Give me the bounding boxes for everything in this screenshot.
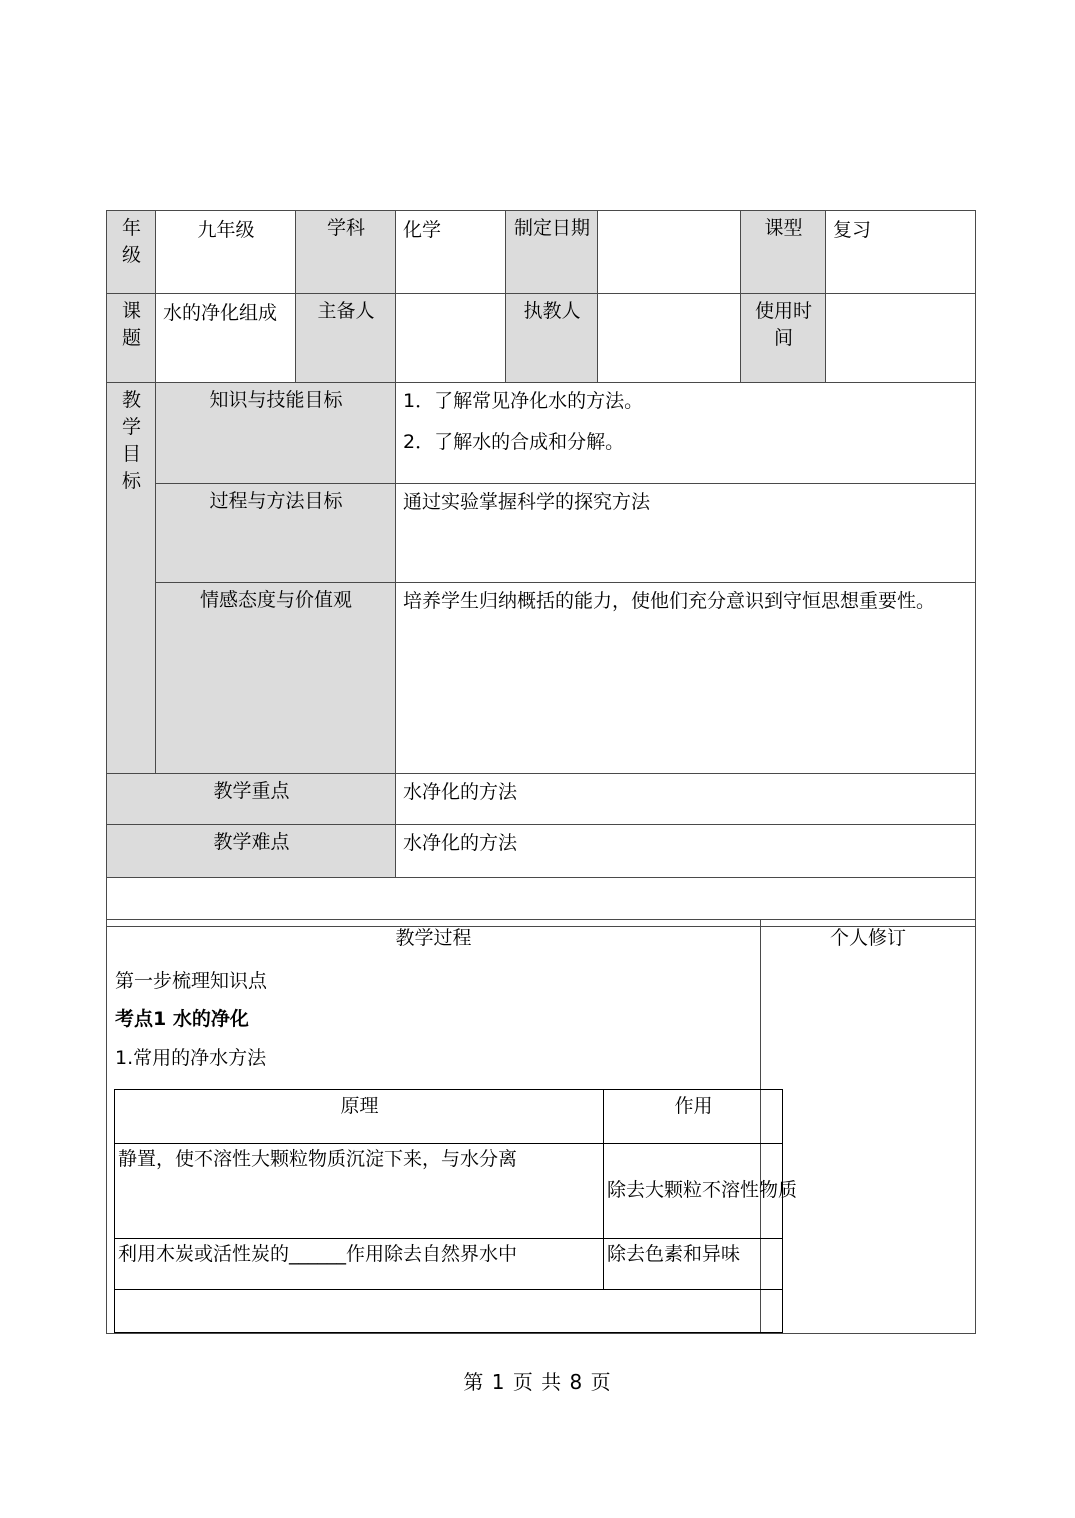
- teaching-process-cell: [107, 920, 798, 1334]
- difficult-point-label: 教学难点: [107, 825, 396, 878]
- process-line-keypoint1: 考点1 水的净化: [115, 1008, 249, 1031]
- table-row: [107, 920, 976, 1334]
- effect-cell-2[interactable]: 除去色素和异味: [604, 1238, 783, 1289]
- principle-cell-2[interactable]: 利用木炭或活性炭的______作用除去自然界水中: [115, 1238, 604, 1289]
- personal-notes-body[interactable]: [761, 955, 975, 1285]
- grade-label: 年级: [107, 211, 156, 294]
- page-footer: 第 1 页 共 8 页: [463, 1370, 612, 1394]
- objectives-group-label: 教学目标: [107, 383, 156, 774]
- objective-line: 1．了解常见净化水的方法。: [403, 390, 644, 412]
- table-row: [107, 294, 976, 383]
- table-row: [115, 1289, 783, 1332]
- key-point-label: 教学重点: [107, 774, 396, 825]
- use-time-value[interactable]: [826, 294, 976, 383]
- teacher-value[interactable]: [598, 294, 741, 383]
- table-row: [107, 383, 976, 484]
- effect-cell-1[interactable]: 除去大颗粒不溶性物质: [604, 1143, 783, 1238]
- lesson-type-value[interactable]: 复习: [826, 211, 976, 294]
- table-row: [115, 1143, 783, 1238]
- table-row: [115, 1089, 783, 1143]
- inner-table-blank-row[interactable]: [115, 1289, 783, 1332]
- objective-line: 2．了解水的合成和分解。: [403, 430, 625, 453]
- table-row: [107, 825, 976, 878]
- teacher-label: 执教人: [506, 294, 598, 383]
- objective-label-attitude: 情感态度与价值观: [156, 583, 396, 774]
- topic-value[interactable]: 水的净化组成: [156, 294, 296, 383]
- main-preparer-value[interactable]: [396, 294, 506, 383]
- main-preparer-label: 主备人: [296, 294, 396, 383]
- objective-line: 培养学生归纳概括的能力，使他们充分意识到守恒思想重要性。: [403, 590, 936, 612]
- topic-label: 课题: [107, 294, 156, 383]
- column-header-effect: 作用: [604, 1089, 783, 1143]
- personal-notes-cell[interactable]: [761, 920, 976, 1334]
- difficult-point-value[interactable]: 水净化的方法: [396, 825, 976, 878]
- lesson-info-table: [106, 210, 976, 927]
- process-line-step1: 第一步梳理知识点: [115, 969, 268, 992]
- personal-notes-title: 个人修订: [829, 927, 906, 949]
- teaching-process-title: 教学过程: [395, 927, 472, 949]
- made-date-label: 制定日期: [506, 211, 598, 294]
- column-header-principle: 原理: [115, 1089, 604, 1143]
- objective-line: 通过实验掌握科学的探究方法: [403, 491, 651, 513]
- use-time-label: 使用时间: [741, 294, 826, 383]
- subject-value[interactable]: 化学: [396, 211, 506, 294]
- made-date-value[interactable]: [598, 211, 741, 294]
- table-row: [115, 1238, 783, 1289]
- teaching-process-table: [106, 919, 976, 1334]
- objective-value-process[interactable]: [396, 484, 976, 583]
- process-line-methods: 1.常用的净水方法: [115, 1047, 267, 1070]
- key-point-value[interactable]: 水净化的方法: [396, 774, 976, 825]
- table-row: [107, 583, 976, 774]
- objective-value-knowledge[interactable]: [396, 383, 976, 484]
- teaching-process-body[interactable]: [107, 955, 798, 1333]
- table-row: [107, 211, 976, 294]
- objective-value-attitude[interactable]: [396, 583, 976, 774]
- lesson-type-label: 课型: [741, 211, 826, 294]
- objective-label-process: 过程与方法目标: [156, 484, 396, 583]
- objective-label-knowledge: 知识与技能目标: [156, 383, 396, 484]
- grade-value[interactable]: 九年级: [156, 211, 296, 294]
- principle-cell-1[interactable]: 静置，使不溶性大颗粒物质沉淀下来，与水分离: [115, 1143, 604, 1238]
- purification-methods-table: [114, 1089, 798, 1333]
- table-row: [107, 774, 976, 825]
- table-row: [107, 484, 976, 583]
- subject-label: 学科: [296, 211, 396, 294]
